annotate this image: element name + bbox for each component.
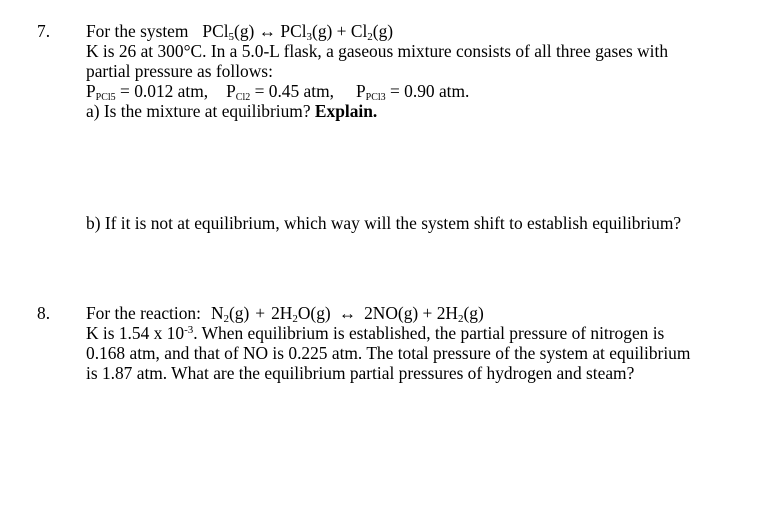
equation-product-2: $Cl_2(g)$ xyxy=(350,21,394,43)
equilibrium-arrow: ↔ xyxy=(258,21,277,41)
equation-product-1: PCl$_3$(g) xyxy=(280,21,333,43)
question-7-number: 7. xyxy=(37,21,51,41)
pressure-pcl3: $P_{PCl3} = 0.90$ atm. xyxy=(355,81,470,103)
question-7-part-b-block xyxy=(86,213,756,233)
question-8-number: 8. xyxy=(37,303,51,323)
equation-plus: + xyxy=(336,21,347,41)
pressure-cl2: $P_{Cl2} = 0.45$ atm, xyxy=(226,81,334,103)
question-8-intro: For the reaction: xyxy=(86,303,201,323)
question-8-line-3: 0.168 atm, and that of NO is 0.225 atm. The total pressure of the system at equilibrium xyxy=(86,343,691,363)
question-8-k-line: K is 1.54 x $10^{-3}$. When equilibrium is established, the partial pressure of nitrogen is xyxy=(86,323,665,343)
question-7-line-2: K is 26 at 300°C. In a 5.0-L flask, a gaseous mixture consists of all three gases with xyxy=(86,41,669,61)
equation-reactant: PCl$_5$(g) xyxy=(202,21,255,43)
question-7-part-a: a) Is the mixture at equilibrium? Explain. xyxy=(86,101,378,121)
equation-no: 2NO(g) xyxy=(364,303,419,323)
question-8 xyxy=(86,303,756,383)
explain-label: Explain. xyxy=(314,101,378,121)
equation-hydrogen: $2H_2(g)$ xyxy=(436,303,484,325)
equation-nitrogen: $N_2(g)$ xyxy=(210,303,250,325)
equation-water: $2H_2O(g)$ xyxy=(271,303,331,325)
equilibrium-arrow-2: ↔ xyxy=(338,303,357,323)
question-7-intro: For the system xyxy=(86,21,189,41)
question-8-equation-line: For the reaction: $N_2(g) + 2H_2O(g)$ ↔ $2NO(g) + 2H_2(g)$ xyxy=(86,303,484,325)
question-8-line-4: is 1.87 atm. What are the equilibrium partial pressures of hydrogen and steam? xyxy=(86,363,635,383)
question-7 xyxy=(86,21,756,121)
question-7-line-3: partial pressure as follows: xyxy=(86,61,273,81)
pressure-pcl5: $P_{PCl5} = 0.012$ atm, xyxy=(86,81,209,103)
question-7-part-b: b) If it is not at equilibrium, which way will the system shift to establish equilibrium? xyxy=(86,213,682,233)
question-7-pressures xyxy=(86,81,756,101)
question-7-equation-line xyxy=(86,21,756,41)
